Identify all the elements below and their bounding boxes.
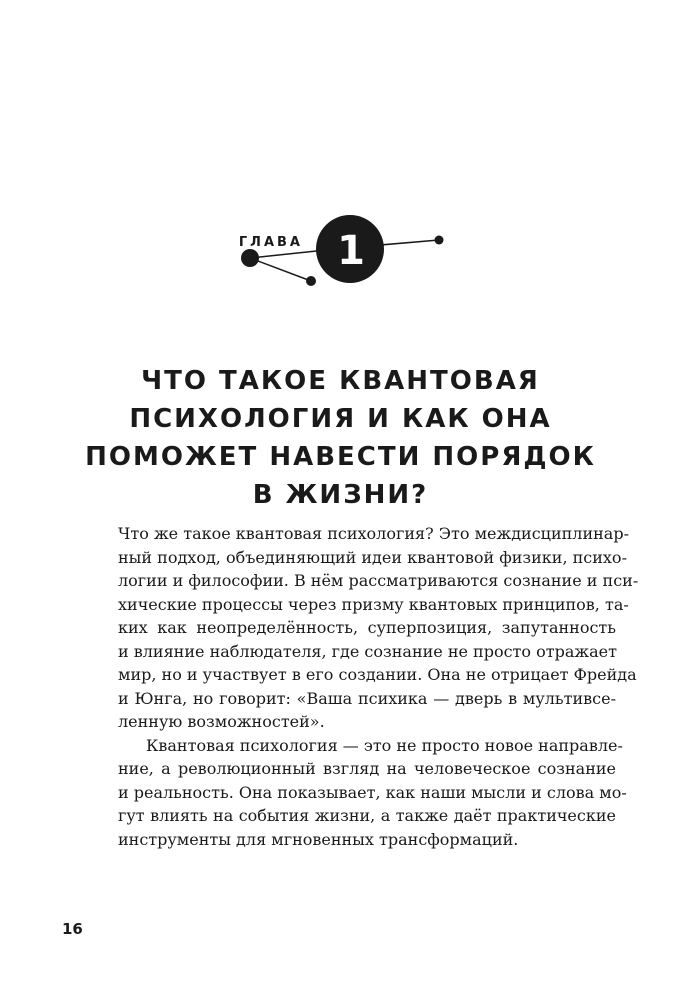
- constellation-star: [241, 249, 259, 267]
- text-line: и реальность. Она показывает, как наши мысли и слова мо-: [118, 782, 627, 802]
- body-text: [118, 522, 639, 851]
- text-line: и Юнга, но говорит: «Ваша психика — дверь в мультивсе-: [118, 688, 616, 708]
- paragraph: [118, 734, 627, 852]
- constellation-star: [306, 276, 316, 286]
- chapter-emblem: [0, 0, 681, 320]
- text-line: логии и философии. В нём рассматриваются сознание и пси-: [118, 571, 639, 590]
- title-line: В ЖИЗНИ?: [252, 480, 429, 510]
- text-line: инструменты для мгновенных трансформаций.: [118, 829, 519, 849]
- constellation-star: [435, 236, 444, 245]
- chapter-number: 1: [337, 228, 365, 274]
- text-line: хические процессы через призму квантовых принципов, та-: [118, 594, 629, 614]
- text-line: Что же такое квантовая психология? Это междисциплинар-: [118, 524, 629, 543]
- title-line: ПСИХОЛОГИЯ И КАК ОНА: [129, 404, 552, 434]
- page-number: 16: [62, 920, 83, 938]
- paragraph: [118, 522, 639, 734]
- text-line: мир, но и участвует в его создании. Она не отрицает Фрейда: [118, 665, 637, 684]
- title-line: ЧТО ТАКОЕ КВАНТОВАЯ: [141, 366, 540, 396]
- text-line: ный подход, объединяющий идеи квантовой физики, психо-: [118, 547, 627, 567]
- text-line: ких как неопределённость, суперпозиция, запутанность: [118, 618, 616, 637]
- constellation-line: [250, 258, 311, 281]
- text-line: Квантовая психология — это не просто новое направле-: [146, 735, 623, 755]
- text-line: гут влиять на события жизни, а также даёт практические: [118, 806, 616, 825]
- chapter-label: ГЛАВА: [238, 235, 303, 250]
- text-line: ние, а революционный взгляд на человеческое сознание: [118, 759, 616, 778]
- title-line: ПОМОЖЕТ НАВЕСТИ ПОРЯДОК: [85, 442, 596, 472]
- chapter-title: [60, 362, 621, 514]
- text-line: и влияние наблюдателя, где сознание не просто отражает: [118, 641, 617, 661]
- text-line: ленную возможностей».: [118, 712, 325, 731]
